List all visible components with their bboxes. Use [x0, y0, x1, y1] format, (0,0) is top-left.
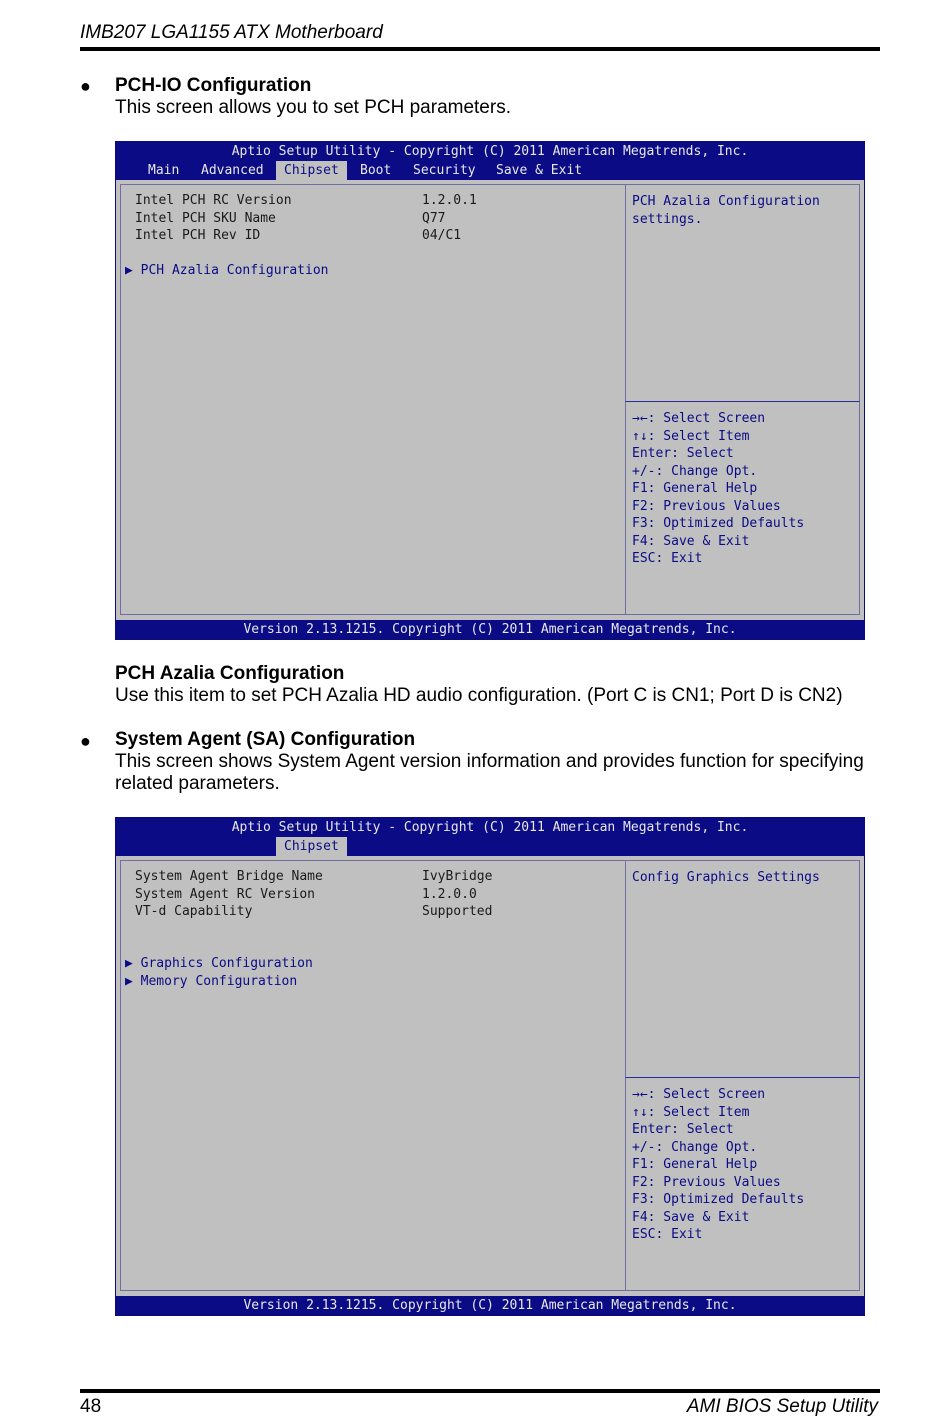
- menu-tab-chipset[interactable]: Chipset: [276, 837, 347, 856]
- bios-footer-version: Version 2.13.1215. Copyright (C) 2011 American Megatrends, Inc.: [116, 1296, 864, 1315]
- key-hint: F4: Save & Exit: [632, 533, 750, 549]
- bios-footer-version: Version 2.13.1215. Copyright (C) 2011 American Megatrends, Inc.: [116, 620, 864, 639]
- menu-tab-main[interactable]: Main: [148, 163, 180, 178]
- info-label: System Agent Bridge Name: [135, 869, 323, 884]
- submenu-pch-azalia[interactable]: ▶ PCH Azalia Configuration: [125, 263, 329, 278]
- key-hint: F3: Optimized Defaults: [632, 516, 805, 531]
- key-hint: Enter: Select: [632, 1122, 734, 1137]
- submenu-memory-configuration[interactable]: ▶ Memory Configuration: [125, 974, 298, 989]
- info-label: Intel PCH RC Version: [135, 193, 292, 208]
- bios-menu-bar: [116, 161, 864, 180]
- bios-title-bar: [116, 818, 864, 856]
- key-hint: +/-: Change Opt.: [632, 463, 758, 479]
- key-hint: F4: Save & Exit: [632, 1209, 750, 1225]
- page-footer-title: AMI BIOS Setup Utility: [686, 1396, 878, 1417]
- section-text-system-agent: This screen shows System Agent version information and provides function for specifying related parameters.: [115, 751, 864, 794]
- help-text: Config Graphics Settings: [632, 870, 820, 885]
- info-value: 1.2.0.0: [422, 887, 477, 902]
- info-value: IvyBridge: [422, 869, 493, 884]
- key-hint: F2: Previous Values: [632, 1174, 781, 1190]
- page-header-title: IMB207 LGA1155 ATX Motherboard: [80, 22, 383, 43]
- menu-tab-boot[interactable]: Boot: [360, 163, 392, 178]
- page-number: 48: [80, 1396, 102, 1417]
- bios-screen-system-agent: [115, 817, 865, 1316]
- info-value: Supported: [422, 904, 493, 919]
- header-rule: [80, 47, 880, 51]
- info-label: VT-d Capability: [135, 904, 253, 919]
- footer-rule: [80, 1389, 880, 1393]
- key-hint: →←: Select Screen: [632, 1087, 766, 1102]
- info-label: Intel PCH Rev ID: [135, 228, 261, 243]
- key-hint: F2: Previous Values: [632, 498, 781, 514]
- key-hint: →←: Select Screen: [632, 411, 766, 426]
- info-label: Intel PCH SKU Name: [135, 211, 276, 226]
- section-text-pch-azalia: Use this item to set PCH Azalia HD audio configuration. (Port C is CN1; Port D is CN2): [115, 685, 843, 706]
- section-text-pch-io: This screen allows you to set PCH parameters.: [115, 97, 511, 118]
- info-value: Q77: [422, 211, 446, 226]
- section-heading-system-agent: System Agent (SA) Configuration: [115, 729, 416, 750]
- bios-help-panel: [625, 184, 860, 402]
- key-hint: ESC: Exit: [632, 551, 703, 566]
- key-hint: Enter: Select: [632, 446, 734, 461]
- key-hint: F1: General Help: [632, 1157, 758, 1172]
- key-hint: F3: Optimized Defaults: [632, 1192, 805, 1207]
- info-label: System Agent RC Version: [135, 887, 316, 902]
- bullet-icon: ●: [80, 76, 91, 96]
- info-value: 1.2.0.1: [422, 193, 477, 208]
- key-legend: [632, 1086, 804, 1244]
- key-hint: +/-: Change Opt.: [632, 1139, 758, 1155]
- key-hint: F1: General Help: [632, 481, 758, 496]
- bios-help-panel: [625, 860, 860, 1078]
- menu-tab-chipset[interactable]: Chipset: [276, 161, 347, 180]
- bios-title-bar: [116, 142, 864, 180]
- bios-screen-pch-io: [115, 141, 865, 640]
- menu-tab-security[interactable]: Security: [413, 163, 476, 178]
- bios-keys-panel: [625, 1077, 860, 1291]
- section-heading-pch-io: PCH-IO Configuration: [115, 75, 312, 96]
- key-hint: ↑↓: Select Item: [632, 428, 750, 444]
- submenu-graphics-configuration[interactable]: ▶ Graphics Configuration: [125, 956, 313, 971]
- bios-main-panel: [120, 860, 626, 1291]
- key-hint: ↑↓: Select Item: [632, 1104, 750, 1120]
- bios-title: Aptio Setup Utility - Copyright (C) 2011 American Megatrends, Inc.: [231, 820, 749, 835]
- bullet-icon: ●: [80, 731, 91, 751]
- key-legend: [632, 410, 804, 568]
- bios-menu-bar: [116, 837, 864, 856]
- bios-title: Aptio Setup Utility - Copyright (C) 2011 American Megatrends, Inc.: [231, 144, 749, 159]
- bios-main-panel: [120, 184, 626, 615]
- menu-tab-save-exit[interactable]: Save & Exit: [496, 163, 583, 178]
- bios-keys-panel: [625, 401, 860, 615]
- key-hint: ESC: Exit: [632, 1227, 703, 1242]
- menu-tab-advanced[interactable]: Advanced: [201, 163, 264, 178]
- info-value: 04/C1: [422, 228, 462, 243]
- section-heading-pch-azalia: PCH Azalia Configuration: [115, 663, 345, 684]
- help-text: PCH Azalia Configuration settings.: [632, 194, 820, 227]
